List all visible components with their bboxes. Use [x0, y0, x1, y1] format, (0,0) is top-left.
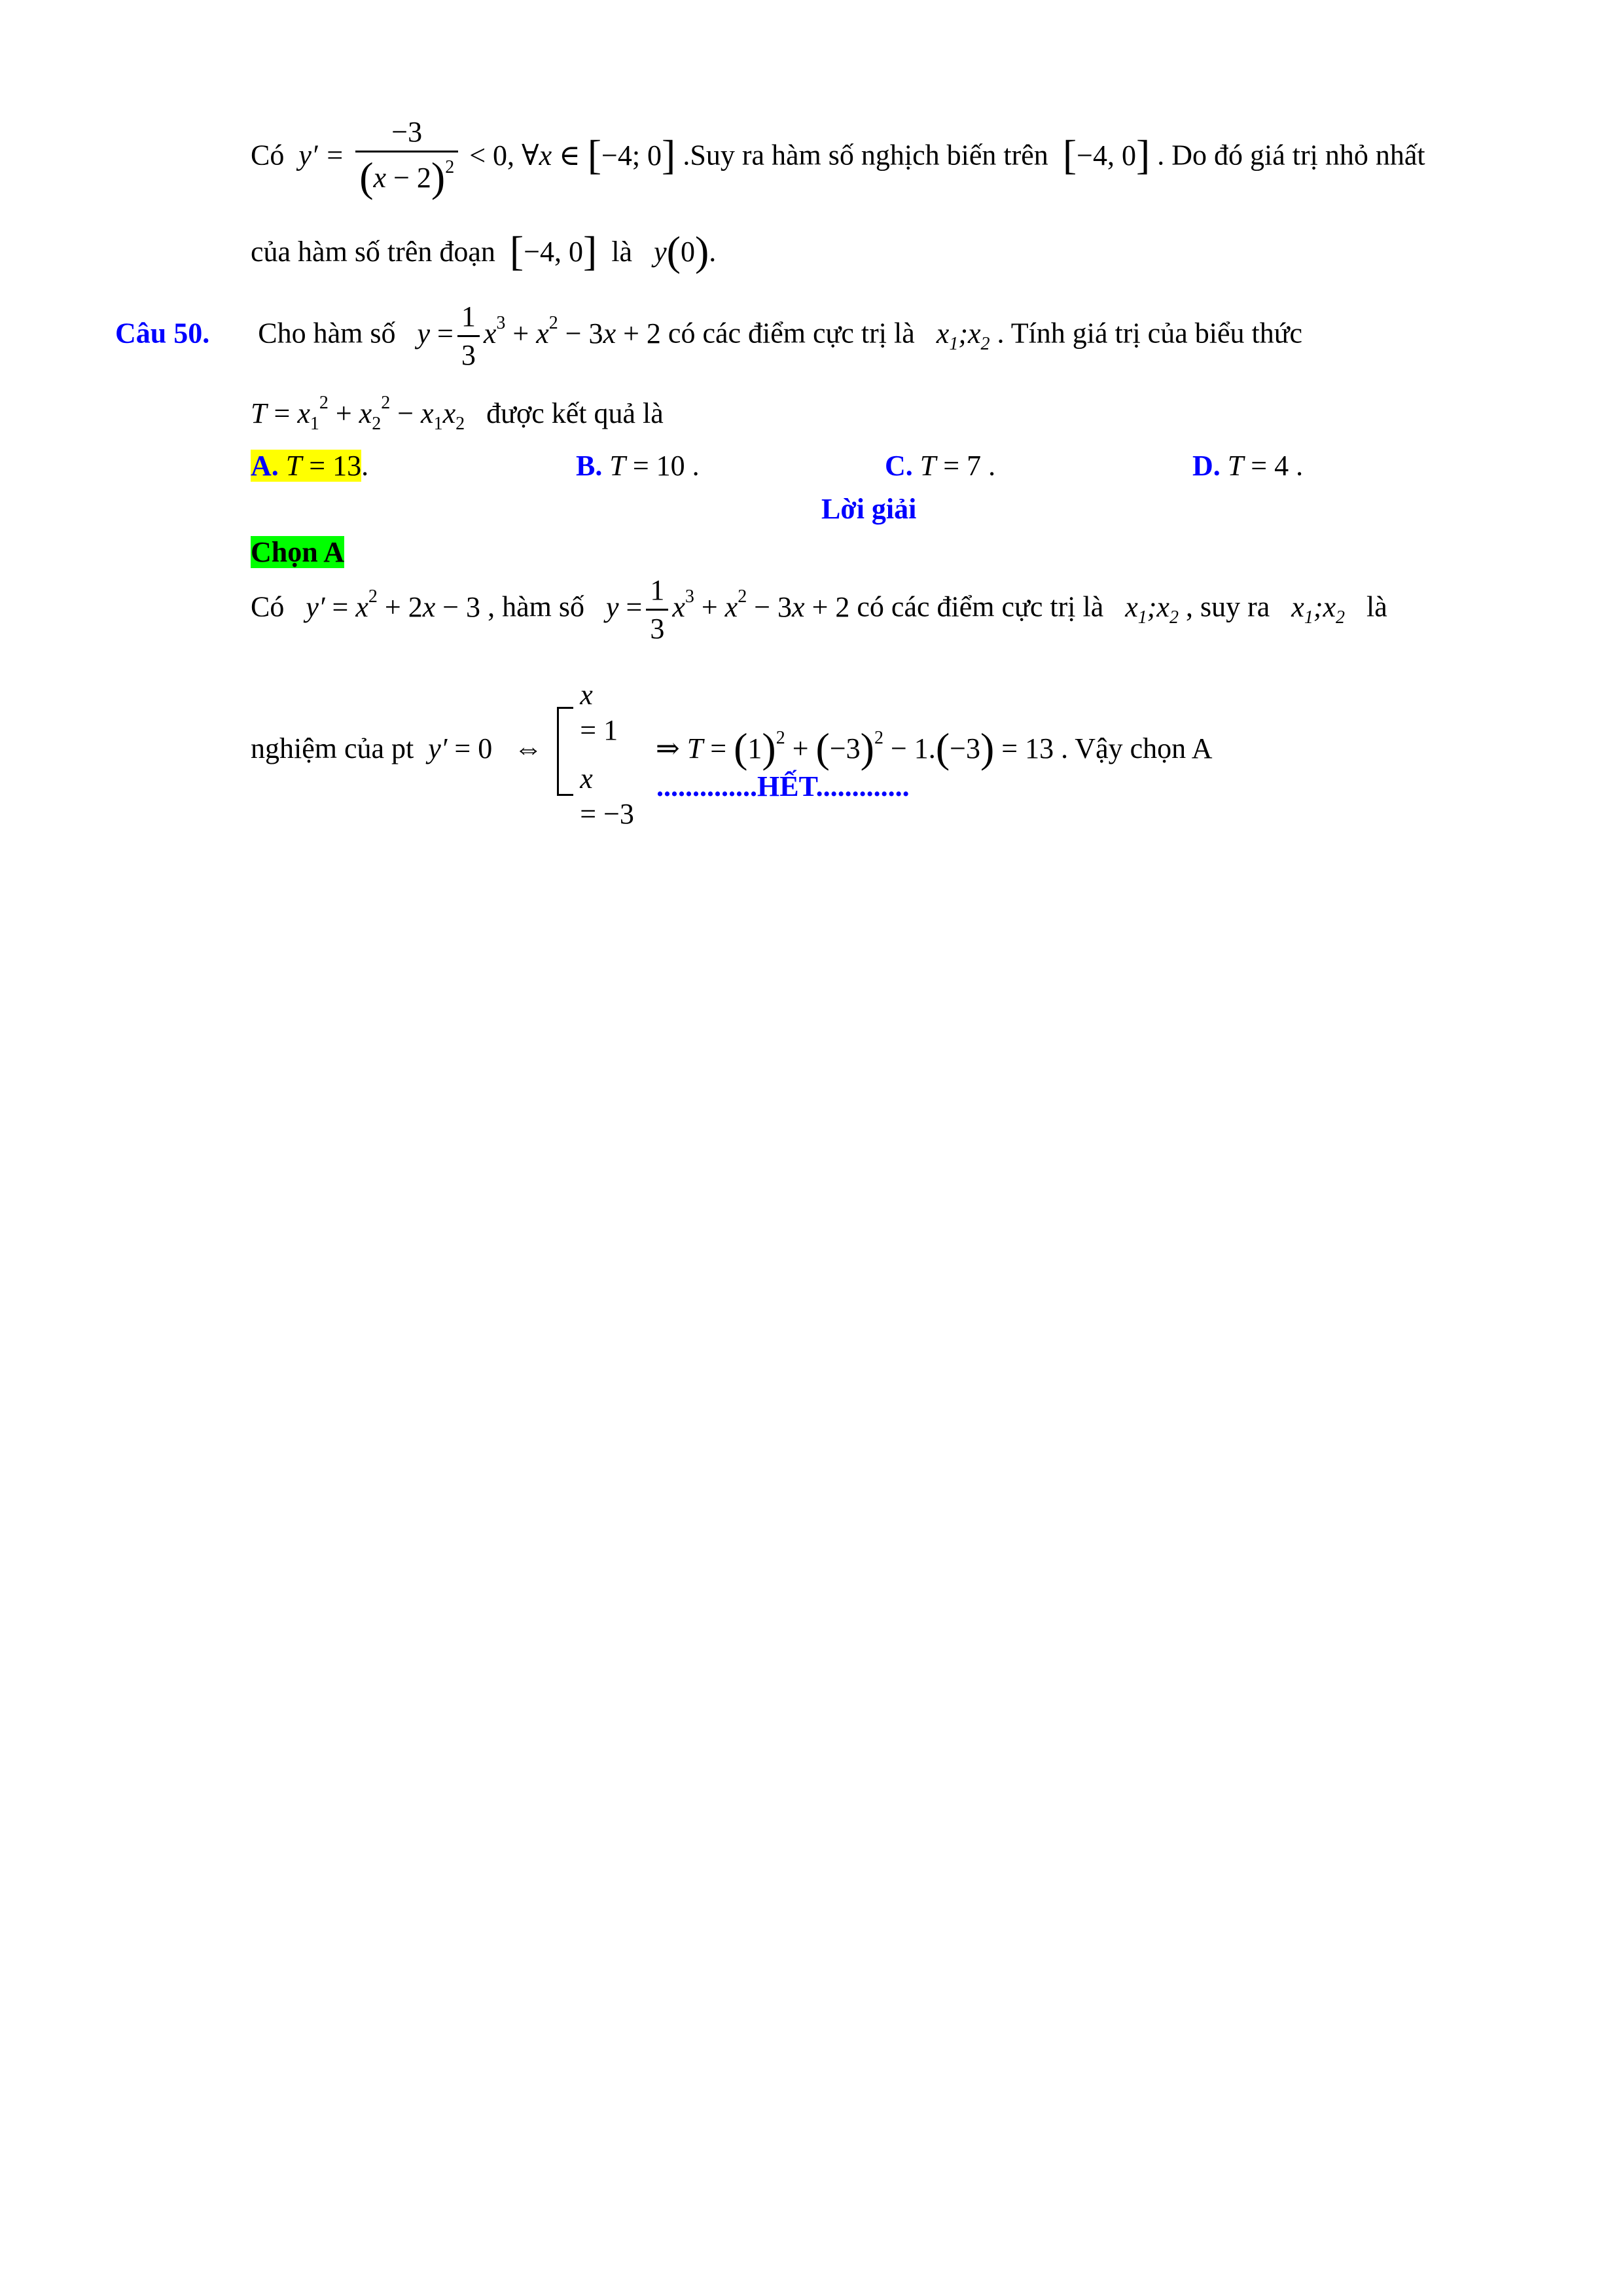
solution-text-co: Có [251, 590, 285, 623]
solution-heading: Lời giải [821, 493, 917, 525]
option-c[interactable]: C. T = 7 . [885, 450, 996, 482]
interval-expression-2: [−4, 0] [509, 228, 597, 274]
inequality-expression: < 0, ∀x ∈ [−4; 0] [469, 131, 676, 178]
solution-text-vay-chon: . Vậy chọn A [1061, 732, 1213, 765]
option-d-value: 4 [1274, 450, 1289, 482]
option-c-value: 7 [967, 450, 982, 482]
prev-text-cua-ham-so: của hàm số trên đoạn [251, 236, 495, 268]
solution-text-suy-ra: , suy ra [1185, 590, 1270, 623]
function-expression: y = $\frac{1}{3}$ $x^3 + x^2 - 3x + 2$ [417, 300, 661, 371]
question-label: Câu 50. [115, 317, 210, 350]
extrema-expression: $x_1;x_2$ [921, 317, 990, 354]
solution-line-2 [251, 668, 1212, 835]
solution-text-nghiem: nghiệm của pt [251, 732, 414, 765]
choice-badge: Chọn A [251, 536, 345, 568]
end-marker: ..............HẾT............. [656, 770, 910, 802]
interval-expression: [−4, 0] [1062, 131, 1150, 178]
equation-expression: y′ = 0 ⇔ [428, 732, 550, 765]
system-bracket [557, 707, 573, 796]
option-d[interactable]: D. T = 4 . [1192, 450, 1304, 482]
derivative-expression: y′ = [291, 139, 345, 171]
solution-line-1 [251, 576, 1387, 643]
option-a-highlight: A. T = 13 [251, 450, 362, 482]
extrema-expression-2: $x_1;x_2$ [1111, 590, 1179, 628]
function-expression-2: y = $\frac{1}{3}$ $x^3 + x^2 - 3x + 2$ [605, 574, 850, 645]
option-a-letter: A. [251, 450, 279, 482]
option-a-value: 13 [332, 450, 362, 482]
question-text-tinh: . Tính giá trị của biểu thức [997, 317, 1303, 350]
prev-text-do-do: . Do đó giá trị nhỏ nhất [1157, 139, 1425, 171]
prev-text-co: Có [251, 139, 285, 171]
question-text-cuc-tri: có các điểm cực trị là [668, 317, 915, 350]
question-text-ket-qua: được kết quả là [486, 397, 664, 429]
derivative-fraction: $\frac{-3}{(x - 2)^2}$ [355, 118, 458, 198]
prev-text-la: là [611, 236, 633, 268]
question-line-2 [251, 393, 664, 434]
solution-text-cuc-tri: có các điểm cực trị là [857, 590, 1104, 623]
option-b-letter: B. [576, 450, 603, 482]
option-b-value: 10 [656, 450, 685, 482]
prev-solution-line-2 [251, 230, 716, 272]
prev-solution-line-1 [251, 118, 1425, 198]
solution-choice [251, 538, 344, 567]
solution-text-la: là [1366, 590, 1387, 623]
option-d-letter: D. [1192, 450, 1221, 482]
prev-text-suy-ra: .Suy ra hàm số nghịch biến trên [683, 139, 1048, 171]
question-text-cho-ham-so: Cho hàm số [258, 317, 396, 350]
t-result-expression: ⇒ $T = (1)^2 + (-3)^2 - 1.(-3) = 13$ [641, 725, 1054, 772]
extrema-expression-3: $x_1;x_2$ [1277, 590, 1345, 628]
solution-text-ham-so: , hàm số [488, 590, 584, 623]
option-a[interactable]: A. T = 13. [251, 450, 369, 482]
option-c-letter: C. [885, 450, 913, 482]
roots-system: x = 1 x = −3 [580, 679, 634, 830]
derivative-solution: $y' = x^2 + 2x - 3$ [306, 586, 481, 623]
min-value-expression: y(0). [654, 228, 717, 274]
option-b[interactable]: B. T = 10 . [576, 450, 700, 482]
t-expression: $T = x_1^2 + x_2^2 - x_1x_2$ [251, 393, 465, 434]
question-line-1 [115, 302, 1302, 370]
